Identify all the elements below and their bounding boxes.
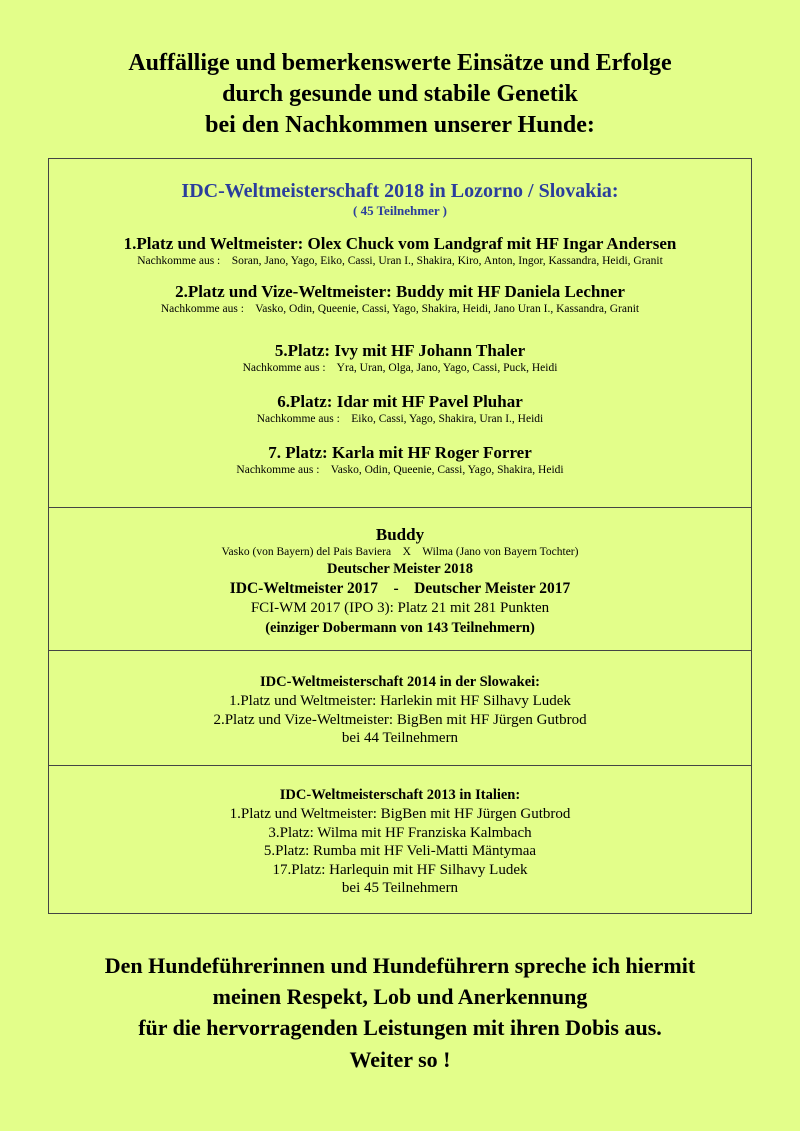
buddy-line-2: IDC-Weltmeister 2017 - Deutscher Meister 2017 <box>229 580 571 597</box>
entry-2018-2 <box>49 268 751 316</box>
closing-text: Weiter so ! <box>349 1047 451 1072</box>
entry-title: 1.Platz und Weltmeister: Olex Chuck vom Landgraf mit HF Ingar Andersen <box>123 234 677 253</box>
entry-title: 5.Platz: Ivy mit HF Johann Thaler <box>274 341 526 360</box>
footer-line-3: für die hervorragenden Leistungen mit ihren Dobis aus. <box>138 1015 662 1040</box>
section-2013-title: IDC-Weltmeisterschaft 2013 in Italien: <box>279 787 521 803</box>
section-2018-subtitle: ( 45 Teilnehmer ) <box>352 203 447 218</box>
entry-title: 7. Platz: Karla mit HF Roger Forrer <box>268 443 532 462</box>
section-2014-title: IDC-Weltmeisterschaft 2014 in der Slowakei: <box>259 674 541 690</box>
header-line-3: bei den Nachkommen unserer Hunde: <box>205 112 595 138</box>
entry-desc: Nachkomme aus : Eiko, Cassi, Yago, Shakira, Uran I., Heidi <box>256 413 544 425</box>
section-idc-2013 <box>49 765 751 913</box>
entry-2018-1 <box>49 219 751 268</box>
section-buddy <box>49 507 751 650</box>
entry-title: 2.Platz und Vize-Weltmeister: Buddy mit HF Daniela Lechner <box>175 282 625 301</box>
header-line-2: durch gesunde und stabile Genetik <box>222 81 578 107</box>
entry-2018-3 <box>49 316 751 375</box>
footer-line-1: Den Hundeführerinnen und Hundeführern spreche ich hiermit <box>104 953 696 978</box>
buddy-name: Buddy <box>375 525 425 544</box>
participants-line: bei 45 Teilnehmern <box>341 880 459 896</box>
buddy-pedigree: Vasko (von Bayern) del Pais Baviera X Wilma (Jano von Bayern Tochter) <box>221 546 579 558</box>
result-line: 17.Platz: Harlequin mit HF Silhavy Ludek <box>272 861 528 878</box>
buddy-line-1: Deutscher Meister 2018 <box>326 561 474 577</box>
entry-2018-4 <box>49 375 751 426</box>
entry-title: 6.Platz: Idar mit HF Pavel Pluhar <box>277 392 523 411</box>
footer-line-2: meinen Respekt, Lob und Anerkennung <box>212 984 588 1009</box>
page-header <box>0 48 800 141</box>
header-line-1: Auffällige und bemerkenswerte Einsätze und Erfolge <box>128 50 672 76</box>
entry-desc: Nachkomme aus : Yra, Uran, Olga, Jano, Yago, Cassi, Puck, Heidi <box>242 362 558 374</box>
entry-desc: Nachkomme aus : Vasko, Odin, Queenie, Cassi, Yago, Shakira, Heidi, Jano Uran I., Kassandra, Granit <box>160 303 640 315</box>
section-2018-title: IDC-Weltmeisterschaft 2018 in Lozorno / Slovakia: <box>181 180 619 202</box>
result-line: 2.Platz und Vize-Weltmeister: BigBen mit HF Jürgen Gutbrod <box>213 711 587 728</box>
result-line: 3.Platz: Wilma mit HF Franziska Kalmbach <box>268 824 532 841</box>
buddy-line-3: FCI-WM 2017 (IPO 3): Platz 21 mit 281 Punkten <box>250 600 550 616</box>
result-line: 1.Platz und Weltmeister: Harlekin mit HF Silhavy Ludek <box>229 693 571 709</box>
entry-2018-5 <box>49 426 751 477</box>
entry-desc: Nachkomme aus : Vasko, Odin, Queenie, Cassi, Yago, Shakira, Heidi <box>236 464 564 476</box>
participants-line: bei 44 Teilnehmern <box>341 730 459 746</box>
achievements-table <box>48 158 752 914</box>
page-footer <box>0 950 800 1043</box>
section-idc-2018 <box>49 159 751 507</box>
buddy-line-4: (einziger Dobermann von 143 Teilnehmern) <box>265 620 535 636</box>
entry-desc: Nachkomme aus : Soran, Jano, Yago, Eiko, Cassi, Uran I., Shakira, Kiro, Anton, Ingor, Kassandra, Heidi, Granit <box>137 255 663 267</box>
section-idc-2014 <box>49 650 751 765</box>
result-line: 5.Platz: Rumba mit HF Veli-Matti Mäntymaa <box>263 843 537 859</box>
result-line: 1.Platz und Weltmeister: BigBen mit HF Jürgen Gutbrod <box>229 806 571 822</box>
